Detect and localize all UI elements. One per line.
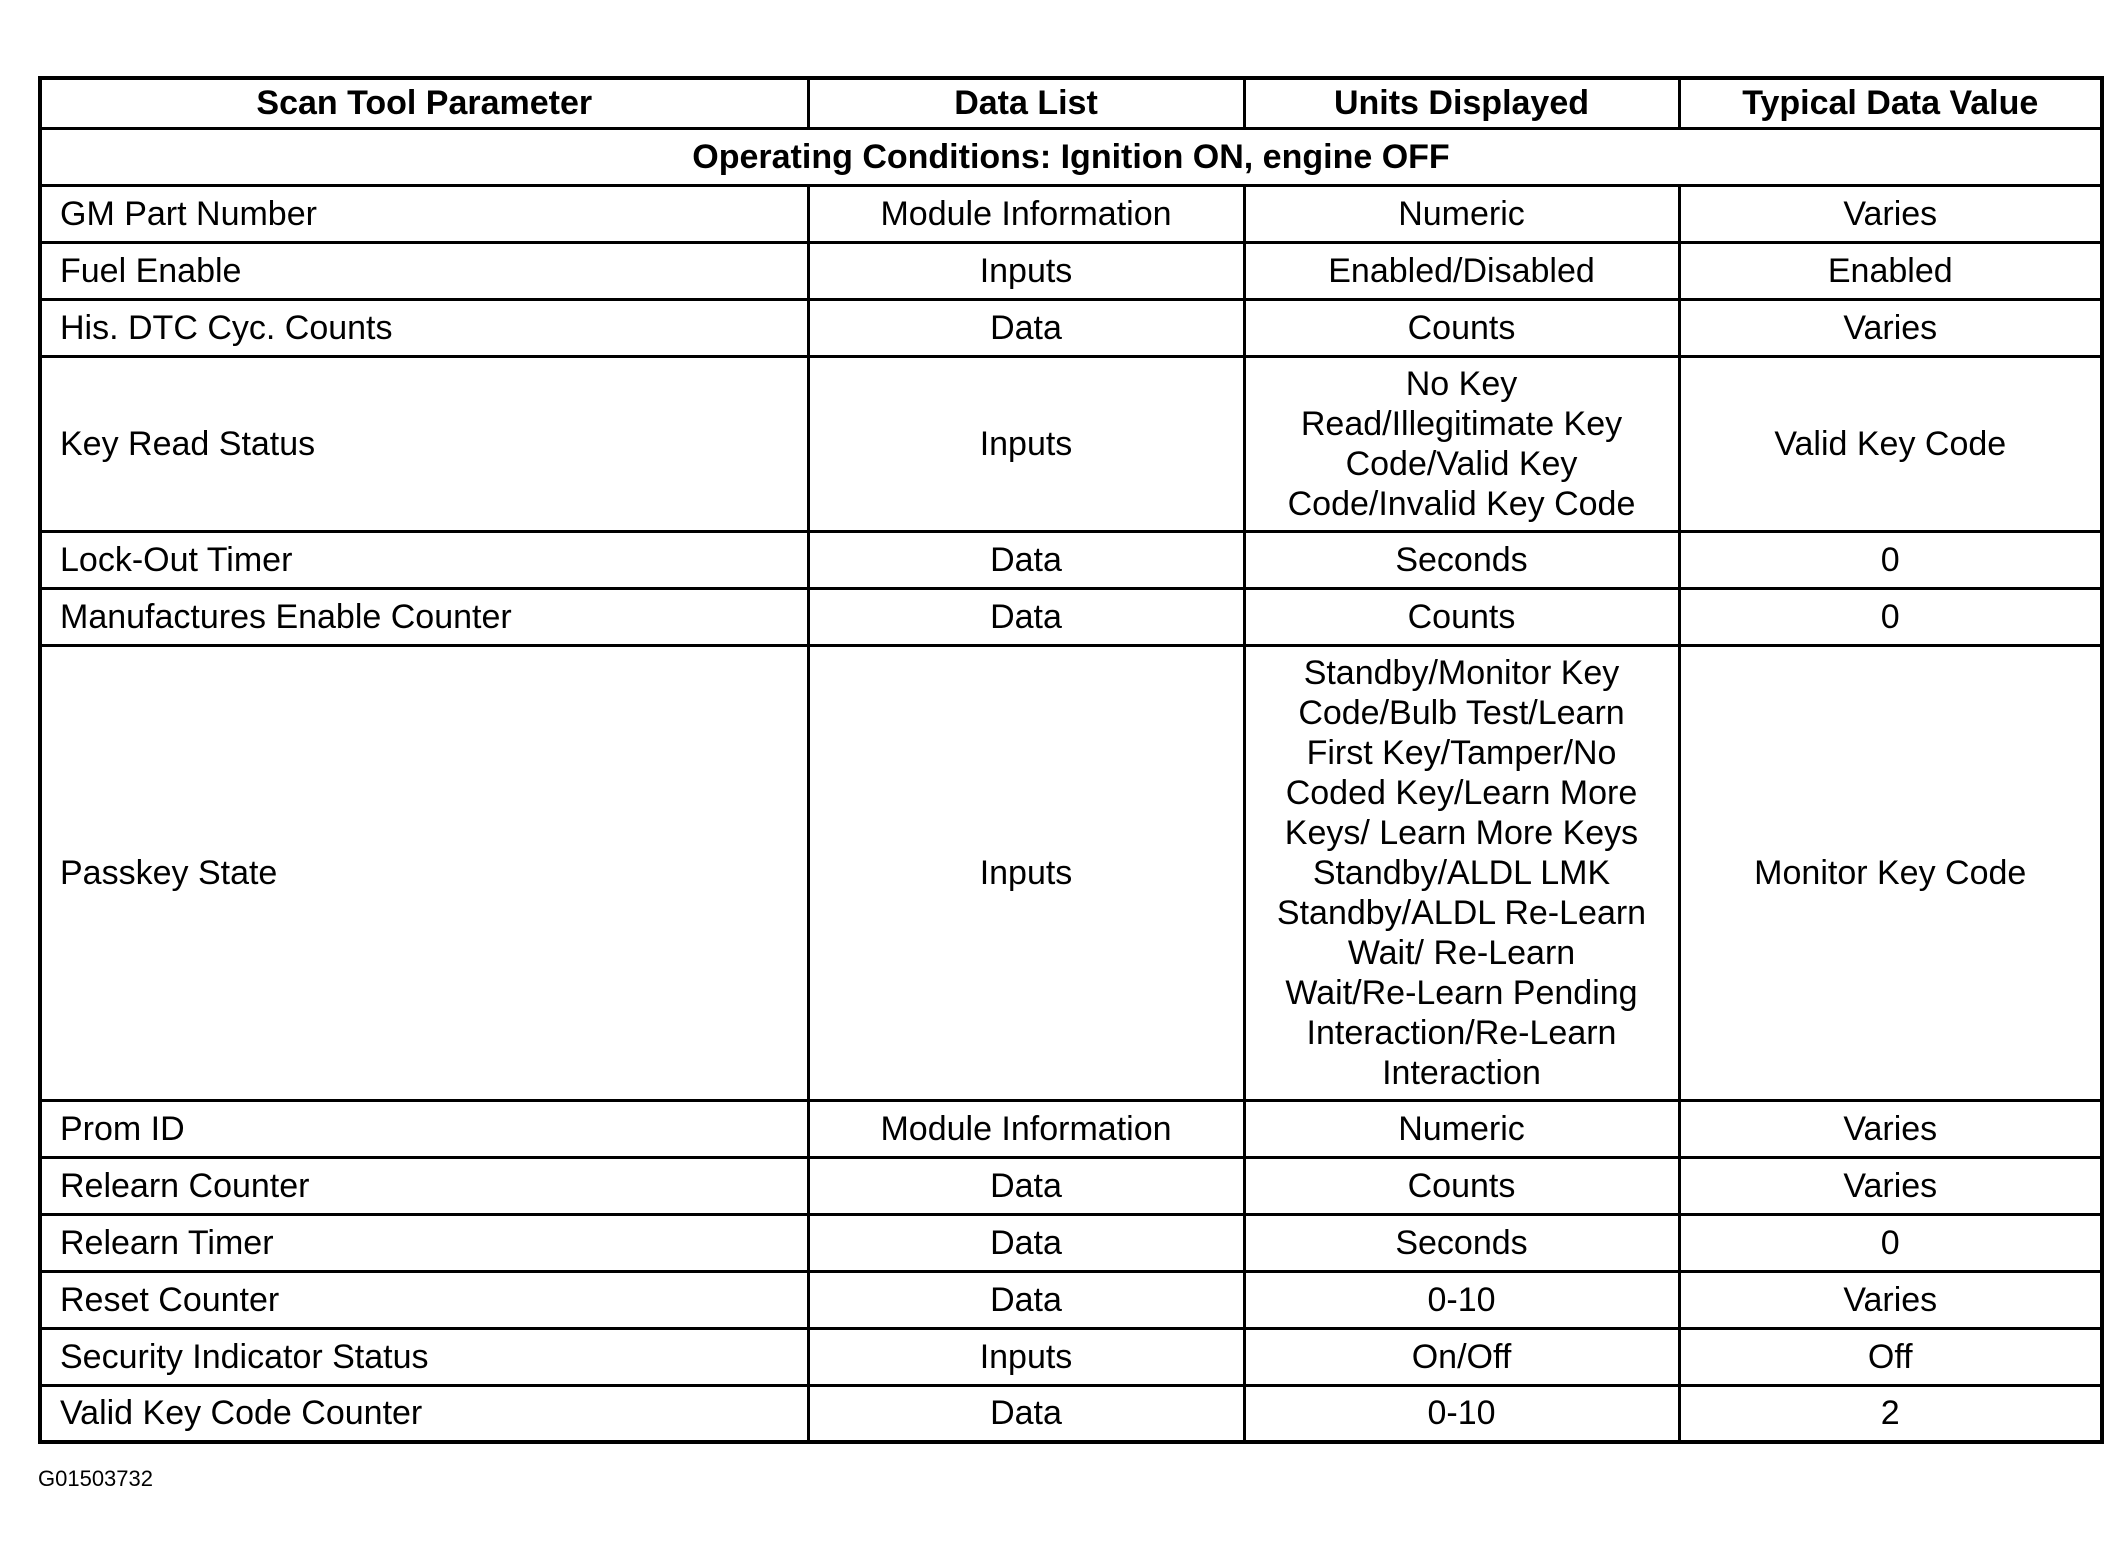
cell-parameter: Fuel Enable [40, 242, 808, 299]
table-row [40, 1214, 2102, 1271]
units-line: Enabled/Disabled [1328, 251, 1595, 290]
units-line: Seconds [1395, 1223, 1528, 1262]
scan-tool-data-table [38, 76, 2104, 1444]
table-row [40, 1385, 2102, 1442]
cell-units-displayed [1244, 242, 1679, 299]
header-typical-data-value: Typical Data Value [1679, 78, 2102, 128]
cell-data-list: Module Information [808, 185, 1244, 242]
header-units-displayed: Units Displayed [1244, 78, 1679, 128]
units-line: On/Off [1411, 1337, 1512, 1376]
header-data-list: Data List [808, 78, 1244, 128]
cell-data-list: Inputs [808, 356, 1244, 531]
units-line: 0-10 [1427, 1394, 1496, 1433]
table-row [40, 299, 2102, 356]
cell-parameter: Passkey State [40, 645, 808, 1100]
cell-data-list: Inputs [808, 242, 1244, 299]
cell-units-displayed [1244, 1214, 1679, 1271]
cell-parameter: Security Indicator Status [40, 1328, 808, 1385]
units-line: 0-10 [1427, 1280, 1496, 1319]
cell-units-displayed [1244, 588, 1679, 645]
units-line: Code/Bulb Test/Learn [1298, 693, 1625, 732]
table-row [40, 645, 2102, 1100]
cell-parameter: Lock-Out Timer [40, 531, 808, 588]
cell-data-list: Inputs [808, 1328, 1244, 1385]
cell-data-list: Data [808, 1157, 1244, 1214]
cell-data-list: Data [808, 588, 1244, 645]
cell-typical-data-value: 0 [1679, 588, 2102, 645]
units-line: Wait/Re-Learn Pending [1285, 973, 1638, 1012]
operating-conditions-row [40, 128, 2102, 185]
units-line: Interaction [1382, 1053, 1541, 1092]
units-line: Counts [1407, 308, 1516, 347]
cell-parameter: Relearn Counter [40, 1157, 808, 1214]
cell-typical-data-value: Enabled [1679, 242, 2102, 299]
cell-typical-data-value: Varies [1679, 1271, 2102, 1328]
table-row [40, 588, 2102, 645]
table-row [40, 531, 2102, 588]
cell-data-list: Data [808, 1385, 1244, 1442]
figure-id: G01503732 [38, 1466, 153, 1491]
cell-parameter: GM Part Number [40, 185, 808, 242]
units-line: Keys/ Learn More Keys [1284, 813, 1639, 852]
table-row [40, 356, 2102, 531]
units-line: Numeric [1398, 1109, 1525, 1148]
table-row [40, 1328, 2102, 1385]
table-row [40, 185, 2102, 242]
cell-typical-data-value: Valid Key Code [1679, 356, 2102, 531]
cell-parameter: Manufactures Enable Counter [40, 588, 808, 645]
units-line: Numeric [1398, 194, 1525, 233]
cell-units-displayed [1244, 531, 1679, 588]
cell-units-displayed [1244, 1385, 1679, 1442]
cell-parameter: Prom ID [40, 1100, 808, 1157]
units-line: Standby/ALDL LMK [1312, 853, 1611, 892]
cell-data-list: Data [808, 1271, 1244, 1328]
cell-units-displayed [1244, 1157, 1679, 1214]
cell-parameter: Valid Key Code Counter [40, 1385, 808, 1442]
cell-data-list: Data [808, 1214, 1244, 1271]
units-line: Seconds [1395, 540, 1528, 579]
cell-units-displayed [1244, 356, 1679, 531]
cell-typical-data-value: Varies [1679, 1100, 2102, 1157]
cell-parameter: Relearn Timer [40, 1214, 808, 1271]
cell-typical-data-value: 2 [1679, 1385, 2102, 1442]
units-line: Wait/ Re-Learn [1347, 933, 1576, 972]
cell-units-displayed [1244, 1328, 1679, 1385]
units-line: Code/Invalid Key Code [1287, 484, 1636, 523]
cell-parameter: Reset Counter [40, 1271, 808, 1328]
cell-units-displayed [1244, 299, 1679, 356]
cell-parameter: His. DTC Cyc. Counts [40, 299, 808, 356]
units-line: Counts [1407, 1166, 1516, 1205]
cell-data-list: Inputs [808, 645, 1244, 1100]
header-scan-tool-parameter: Scan Tool Parameter [40, 78, 808, 128]
units-line: No Key [1405, 364, 1518, 403]
cell-typical-data-value: Off [1679, 1328, 2102, 1385]
units-line: Read/Illegitimate Key [1300, 404, 1623, 443]
units-line: Coded Key/Learn More [1285, 773, 1638, 812]
cell-data-list: Data [808, 299, 1244, 356]
cell-data-list: Data [808, 531, 1244, 588]
units-line: Interaction/Re-Learn [1306, 1013, 1617, 1052]
cell-data-list: Module Information [808, 1100, 1244, 1157]
cell-units-displayed [1244, 645, 1679, 1100]
cell-units-displayed [1244, 1100, 1679, 1157]
units-line: Code/Valid Key [1345, 444, 1578, 483]
table-row [40, 242, 2102, 299]
operating-conditions: Operating Conditions: Ignition ON, engine OFF [40, 128, 2102, 185]
cell-units-displayed [1244, 185, 1679, 242]
cell-typical-data-value: Varies [1679, 185, 2102, 242]
cell-typical-data-value: Varies [1679, 1157, 2102, 1214]
units-line: First Key/Tamper/No [1306, 733, 1617, 772]
table-row [40, 1100, 2102, 1157]
cell-typical-data-value: 0 [1679, 1214, 2102, 1271]
cell-typical-data-value: Varies [1679, 299, 2102, 356]
table-row [40, 1271, 2102, 1328]
units-line: Standby/Monitor Key [1303, 653, 1620, 692]
cell-typical-data-value: 0 [1679, 531, 2102, 588]
cell-units-displayed [1244, 1271, 1679, 1328]
cell-typical-data-value: Monitor Key Code [1679, 645, 2102, 1100]
table-row [40, 1157, 2102, 1214]
table-header-row [40, 78, 2102, 128]
units-line: Counts [1407, 597, 1516, 636]
cell-parameter: Key Read Status [40, 356, 808, 531]
units-line: Standby/ALDL Re-Learn [1276, 893, 1647, 932]
